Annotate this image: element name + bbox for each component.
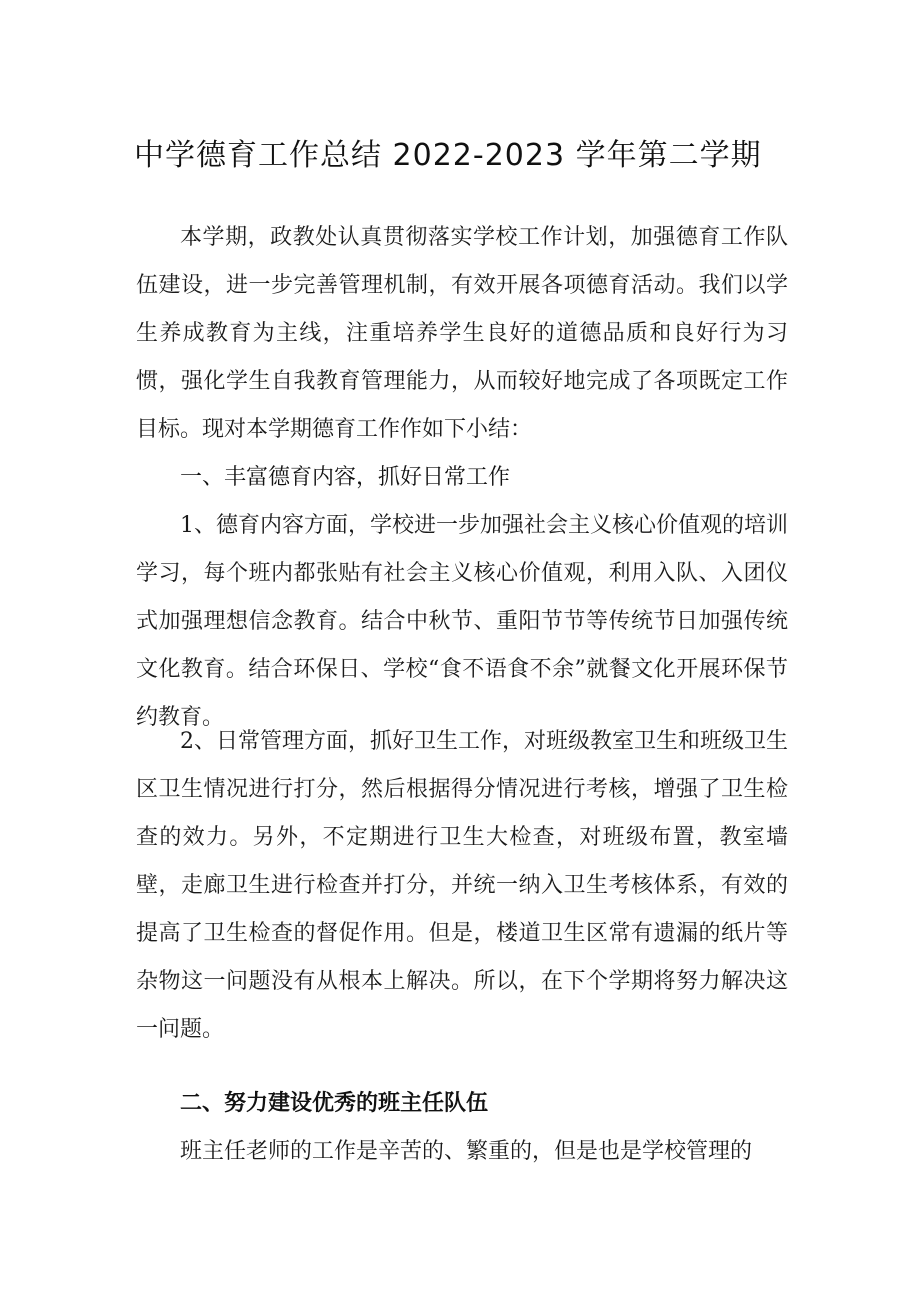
section1-paragraph-1: 1、德育内容方面，学校进一步加强社会主义核心价值观的培训学习，每个班内都张贴有社会主义核心价值观，利用入队、入团仪式加强理想信念教育。结合中秋节、重阳节节等传统节日加强传统文化教育。结合环保日、学校“食不语食不余”就餐文化开展环保节约教育。 <box>136 513 788 730</box>
section2-paragraph-1: 班主任老师的工作是辛苦的、繁重的，但是也是学校管理的 <box>180 1139 753 1164</box>
document-title: 中学德育工作总结 2022-2023 学年第二学期 <box>134 138 762 173</box>
intro-paragraph: 本学期，政教处认真贯彻落实学校工作计划，加强德育工作队伍建设，进一步完善管理机制，有效开展各项德育活动。我们以学生养成教育为主线，注重培养学生良好的道德品质和良好行为习惯，强化学生自我教育管理能力，从而较好地完成了各项既定工作目标。现对本学期德育工作作如下小结： <box>136 225 788 442</box>
section-heading-1: 一、丰富德育内容，抓好日常工作 <box>180 465 511 490</box>
section1-paragraph-2: 2、日常管理方面，抓好卫生工作，对班级教室卫生和班级卫生区卫生情况进行打分，然后根据得分情况进行考核，增强了卫生检查的效力。另外，不定期进行卫生大检查，对班级布置，教室墙壁，走廊卫生进行检查并打分，并统一纳入卫生考核体系，有效的提高了卫生检查的督促作用。但是，楼道卫生区常有遗漏的纸片等杂物这一问题没有从根本上解决。所以，在下个学期将努力解决这一问题。 <box>136 729 788 1042</box>
section-heading-2: 二、努力建设优秀的班主任队伍 <box>180 1091 489 1116</box>
